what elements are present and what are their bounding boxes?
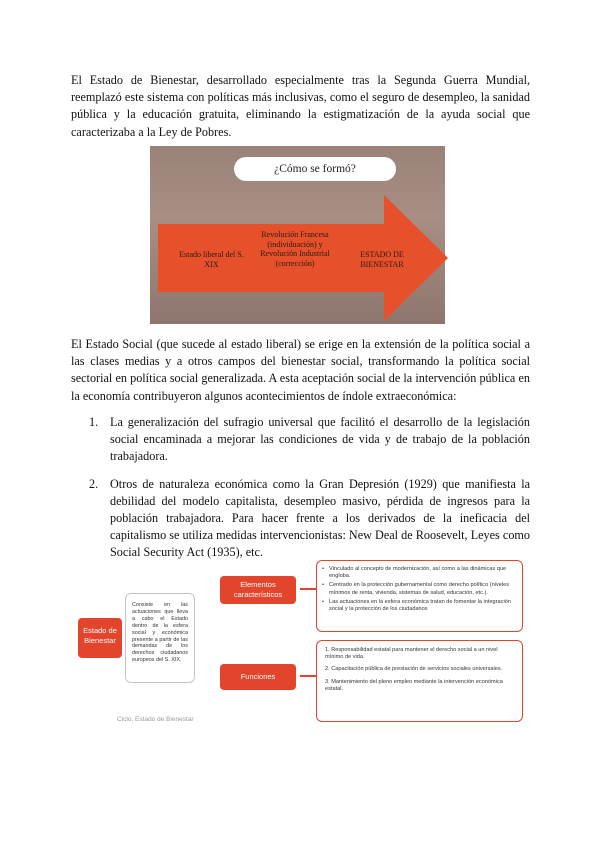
question-bubble: ¿Cómo se formó?	[234, 157, 396, 181]
social-state-paragraph: El Estado Social (que sucede al estado liberal) se erige en la extensión de la política social a las clases medias y a otros campos del bienestar social, transformando la política social sectorial en política social generalizada. A esta aceptación social de la intervención pública en la economía contribuyeron algunos acontecimientos de índole extraeconómica:	[71, 337, 530, 403]
functions-item: 2. Capacitación pública de prestación de servicios sociales universales.	[325, 666, 503, 673]
intro-paragraph: El Estado de Bienestar, desarrollado especialmente tras la Segunda Guerra Mundial, reemplazó este sistema con políticas más inclusivas, como el seguro de desempleo, la sanidad pública y la educación gratuita, eliminando la estigmatización de la ayuda social que caracterizaba a la Ley de Pobres.	[71, 73, 530, 139]
characteristics-node: Elementos característicos	[220, 576, 296, 604]
welfare-state-diagram	[78, 560, 528, 725]
events-list	[71, 414, 530, 562]
stage-revolutions: Revolución Francesa (individuación) y Revolución Industrial (corrección)	[260, 230, 330, 268]
stage-welfare-state: ESTADO DE BIENESTAR	[360, 250, 404, 269]
characteristics-box	[316, 560, 523, 632]
characteristics-item: • Las actuaciones en la esfera económica tratan de fomentar la integración social y la protección de los ciudadanos	[322, 598, 511, 613]
list-item	[71, 414, 530, 466]
list-item	[71, 476, 530, 562]
functions-node: Funciones	[220, 664, 296, 690]
definition-box: Consiste en las actuaciones que lleva a cabo el Estado dentro de la esfera social y económica presente a partir de las demandas de los derechos ciudadanos europeos del S. XIX.	[125, 593, 195, 683]
formation-figure	[150, 146, 450, 324]
characteristics-item: • Vinculado al concepto de modernización, así como a las dinámicas que engloba.	[322, 566, 507, 580]
functions-box	[316, 640, 523, 722]
list-text: Otros de naturaleza económica como la Gran Depresión (1929) que manifiesta la debilidad del modelo capitalista, desempleo masivo, pérdida de ingresos para la población trabajadora. Para hacer frente a los derivados de la ineficacia del capitalismo se utiliza medidas intervencionistas: New Deal de Roosevelt, Leyes como Social Security Act (1935), etc.	[110, 476, 530, 560]
characteristics-item: • Centrado en la protección gubernamental como derecho político (niveles mínimos de renta, vivienda, sistemas de salud, educación, etc.).	[322, 582, 510, 596]
functions-item: 1. Responsabilidad estatal para mantener el derecho social a un nivel mínimo de vida.	[325, 647, 498, 661]
functions-item: 3. Mantenimiento del pleno empleo mediante la intervención económica estatal.	[325, 678, 503, 692]
stage-liberal-state: Estado liberal del S. XIX	[179, 250, 244, 269]
list-number: 1.	[89, 415, 99, 429]
figure-caption: Ciclo. Estado de Bienestar	[117, 716, 194, 723]
list-text: La generalización del sufragio universal que facilitó el desarrollo de la legislación social encaminada a mejorar las condiciones de vida y de trabajo de la población trabajadora.	[110, 415, 530, 464]
root-node: Estado de Bienestar	[78, 618, 122, 658]
list-number: 2.	[89, 476, 99, 491]
